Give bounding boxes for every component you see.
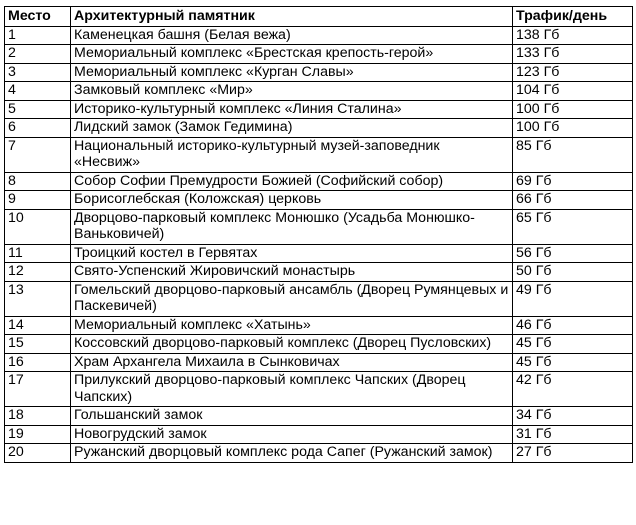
table-row [5, 353, 633, 372]
cell-monument: Замковый комплекс «Мир» [71, 82, 513, 101]
cell-traffic: 100 Гб [513, 119, 633, 138]
table-row [5, 263, 633, 282]
cell-monument: Ружанский дворцовый комплекс рода Сапег (Ружанский замок) [71, 444, 513, 463]
cell-monument: Лидский замок (Замок Гедимина) [71, 119, 513, 138]
cell-traffic: 50 Гб [513, 263, 633, 282]
cell-monument: Национальный историко-культурный музей-заповедник «Несвиж» [71, 137, 513, 172]
cell-monument: Коссовский дворцово-парковый комплекс (Дворец Пусловских) [71, 335, 513, 354]
cell-traffic: 123 Гб [513, 63, 633, 82]
cell-traffic: 85 Гб [513, 137, 633, 172]
cell-monument: Историко-культурный комплекс «Линия Сталина» [71, 100, 513, 119]
cell-rank: 15 [5, 335, 71, 354]
cell-rank: 1 [5, 26, 71, 45]
cell-monument: Новогрудский замок [71, 425, 513, 444]
cell-rank: 17 [5, 372, 71, 407]
cell-monument: Каменецкая башня (Белая вежа) [71, 26, 513, 45]
table-row [5, 335, 633, 354]
table-row [5, 119, 633, 138]
cell-rank: 13 [5, 281, 71, 316]
cell-rank: 16 [5, 353, 71, 372]
cell-traffic: 46 Гб [513, 316, 633, 335]
cell-rank: 2 [5, 45, 71, 64]
cell-traffic: 45 Гб [513, 353, 633, 372]
cell-monument: Прилукский дворцово-парковый комплекс Чапских (Дворец Чапских) [71, 372, 513, 407]
cell-rank: 20 [5, 444, 71, 463]
cell-rank: 14 [5, 316, 71, 335]
cell-traffic: 49 Гб [513, 281, 633, 316]
table-row [5, 425, 633, 444]
cell-rank: 12 [5, 263, 71, 282]
cell-rank: 7 [5, 137, 71, 172]
table-header [5, 7, 633, 27]
cell-rank: 9 [5, 191, 71, 210]
table-row [5, 82, 633, 101]
cell-traffic: 45 Гб [513, 335, 633, 354]
cell-rank: 18 [5, 407, 71, 426]
cell-traffic: 65 Гб [513, 209, 633, 244]
table-row [5, 26, 633, 45]
cell-traffic: 42 Гб [513, 372, 633, 407]
cell-monument: Храм Архангела Михаила в Сынковичах [71, 353, 513, 372]
cell-rank: 6 [5, 119, 71, 138]
cell-monument: Мемориальный комплекс «Курган Славы» [71, 63, 513, 82]
cell-traffic: 100 Гб [513, 100, 633, 119]
table-row [5, 444, 633, 463]
cell-monument: Троицкий костел в Гервятах [71, 244, 513, 263]
table-row [5, 63, 633, 82]
cell-rank: 3 [5, 63, 71, 82]
cell-traffic: 104 Гб [513, 82, 633, 101]
table-row [5, 281, 633, 316]
cell-monument: Гольшанский замок [71, 407, 513, 426]
cell-monument: Борисоглебская (Коложская) церковь [71, 191, 513, 210]
table-row [5, 191, 633, 210]
cell-rank: 5 [5, 100, 71, 119]
table-row [5, 172, 633, 191]
cell-traffic: 56 Гб [513, 244, 633, 263]
cell-monument: Свято-Успенский Жировичский монастырь [71, 263, 513, 282]
cell-rank: 19 [5, 425, 71, 444]
table-row [5, 209, 633, 244]
table-row [5, 244, 633, 263]
cell-traffic: 27 Гб [513, 444, 633, 463]
cell-monument: Дворцово-парковый комплекс Монюшко (Усадьба Монюшко-Ваньковичей) [71, 209, 513, 244]
cell-rank: 8 [5, 172, 71, 191]
header-traffic: Трафик/день [513, 7, 633, 27]
cell-rank: 10 [5, 209, 71, 244]
table-row [5, 45, 633, 64]
cell-traffic: 133 Гб [513, 45, 633, 64]
cell-monument: Мемориальный комплекс «Брестская крепость-герой» [71, 45, 513, 64]
cell-traffic: 66 Гб [513, 191, 633, 210]
cell-monument: Мемориальный комплекс «Хатынь» [71, 316, 513, 335]
cell-traffic: 138 Гб [513, 26, 633, 45]
cell-rank: 11 [5, 244, 71, 263]
table-row [5, 407, 633, 426]
table-row [5, 316, 633, 335]
table-row [5, 100, 633, 119]
header-rank: Место [5, 7, 71, 27]
table-row [5, 372, 633, 407]
cell-traffic: 31 Гб [513, 425, 633, 444]
monuments-table [4, 6, 633, 463]
table-row [5, 137, 633, 172]
cell-traffic: 34 Гб [513, 407, 633, 426]
table-body [5, 26, 633, 462]
cell-rank: 4 [5, 82, 71, 101]
cell-monument: Гомельский дворцово-парковый ансамбль (Дворец Румянцевых и Паскевичей) [71, 281, 513, 316]
header-monument: Архитектурный памятник [71, 7, 513, 27]
cell-traffic: 69 Гб [513, 172, 633, 191]
cell-monument: Собор Софии Премудрости Божией (Софийский собор) [71, 172, 513, 191]
header-row [5, 7, 633, 27]
